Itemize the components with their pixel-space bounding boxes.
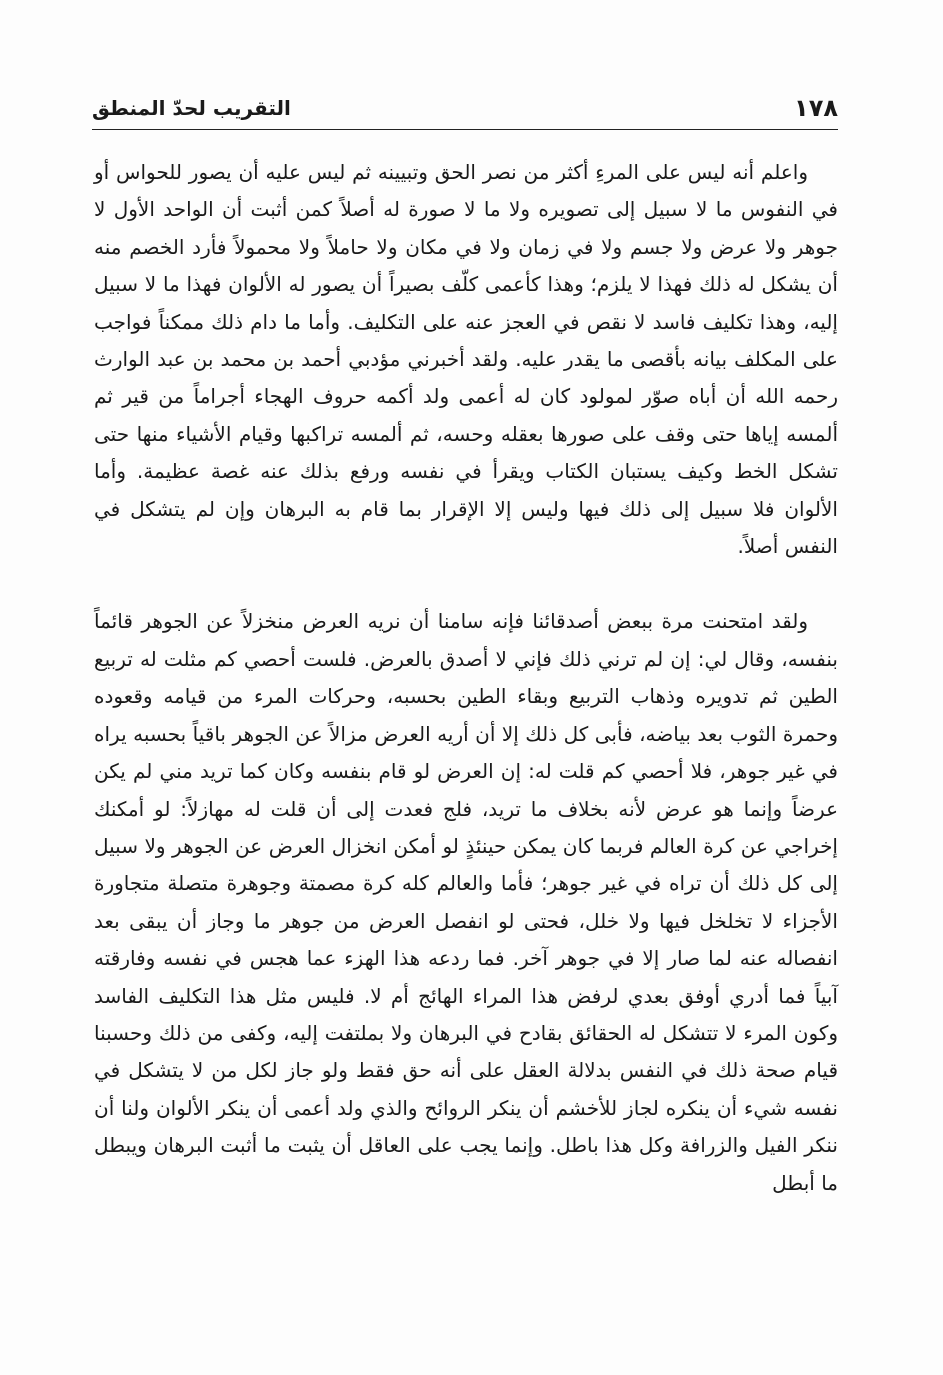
page-number: ١٧٨ bbox=[794, 94, 838, 122]
paragraph-1: واعلم أنه ليس على المرءِ أكثر من نصر الحق وتبيينه ثم ليس عليه أن يصور للحواس أو في النفوس ما لا سبيل إلى تصويره ولا ما لا صورة له أصلاً كمن أثبت أن الواحد الأول لا جوهر ولا عرض ولا جسم ولا في زمان ولا في مكان ولا حاملاً ولا محمولاً فأرد الخصم منه أن يشكل له ذلك فهذا لا يلزم؛ وهذا كأعمى كلّف بصيراً أن يصور له الألوان فهذا ما لا سبيل إليه، وهذا تكليف فاسد لا نقص في العجز عنه على التكليف. وأما ما دام ذلك ممكناً فواجب على المكلف بيانه بأقصى ما يقدر عليه. ولقد أخبرني مؤدبي أحمد بن محمد بن عبد الوارث رحمه الله أن أباه صوّر لمولود كان له أعمى ولد أكمه حروف الهجاء أجراماً من قير ثم ألمسه إياها حتى وقف على صورها بعقله وحسه، ثم ألمسه تراكبها وقيام الأشياء منها حتى تشكل الخط وكيف يستبان الكتاب ويقرأ في نفسه ورفع بذلك عنه غصة عظيمة. وأما الألوان فلا سبيل إلى ذلك فيها وليس إلا الإقرار بما قام به البرهان وإن لم يتشكل في النفس أصلاً. bbox=[94, 160, 838, 559]
header-rule bbox=[92, 129, 838, 130]
book-title: التقريب لحدّ المنطق bbox=[92, 96, 291, 120]
paragraph-2: ولقد امتحنت مرة ببعض أصدقائنا فإنه سامنا أن نريه العرض منخزلاً عن الجوهر قائماً بنفسه، وقال لي: إن لم ترني ذلك فإني لا أصدق بالعرض. فلست أحصي كم مثلت له تربيع الطين ثم تدويره وذهاب التربيع وبقاء الطين بحسبه، وحركات المرء من قيامه وقعوده وحمرة الثوب بعد بياضه، فأبى كل ذلك إلا أن أريه العرض مزالاً عن الجوهر باقياً بحسبه يراه في غير جوهر، فلا أحصي كم قلت له: إن العرض لو قام بنفسه وكان كما تريد مني لم يكن عرضاً وإنما هو عرض لأنه بخلاف ما تريد، فلج فعدت إلى أن قلت له مهازلاً: لو أمكنك إخراجي عن كرة العالم فربما كان يمكن حينئذٍ لو أمكن انخزال العرض عن الجوهر ولا سبيل إلى كل ذلك أن تراه في غير جوهر؛ فأما والعالم كله كرة مصمتة وجوهرة متصلة متجاورة الأجزاء لا تخلخل فيها ولا خلل، فحتى لو انفصل العرض من جوهر ما وجاز أن يبقى بعد انفصاله عنه لما صار إلا في جوهر آخر. فما ردعه هذا الهزء عما هجس في نفسه وفارقته آبياً فما أدري أوفق بعدي لرفض هذا المراء الهائج أم لا. فليس مثل هذا التكليف الفاسد وكون المرء لا تتشكل له الحقائق بقادح في البرهان ولا بملتفت إليه، وكفى من ذلك وحسبنا قيام صحة ذلك في النفس بدلالة العقل على أنه حق فقط ولو جاز لكل من لا يتشكل في نفسه شيء أن ينكره لجاز للأخشم أن ينكر الروائح والذي ولد أعمى أن ينكر الألوان ولنا أن ننكر الفيل والزرافة وكل هذا باطل. وإنما يجب على العاقل أن يثبت ما أثبت البرهان ويبطل ما أبطل bbox=[94, 609, 838, 1195]
body-text bbox=[94, 154, 838, 1202]
running-header bbox=[92, 92, 838, 126]
